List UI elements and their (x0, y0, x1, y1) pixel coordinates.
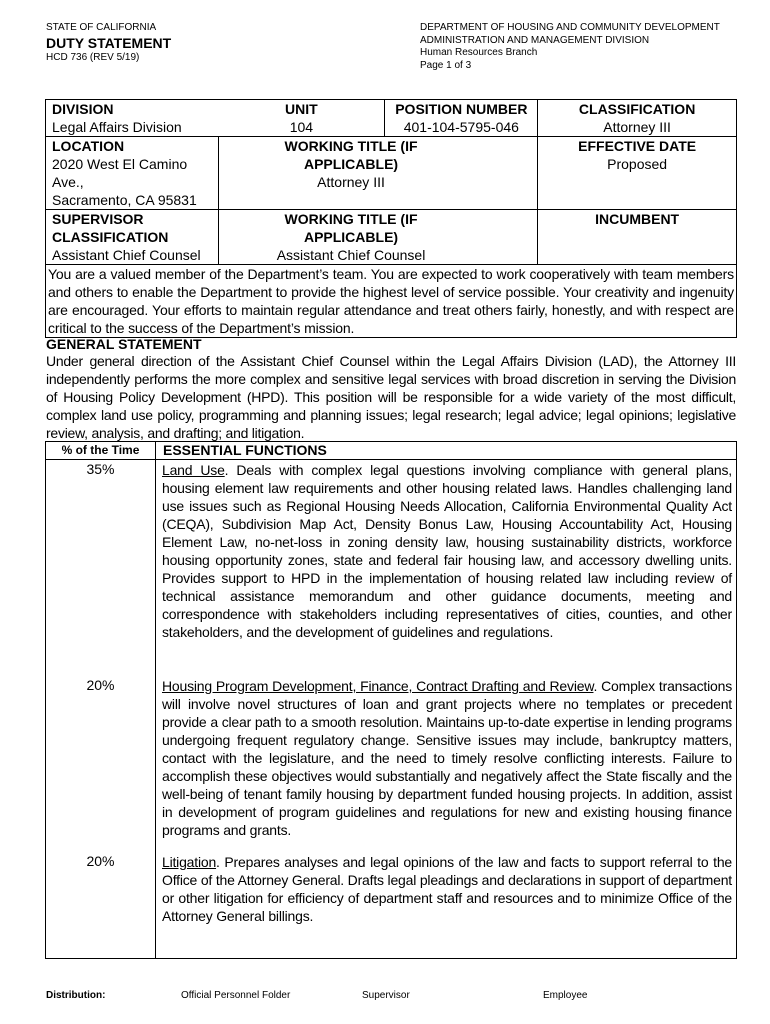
supervisor-working-title-cell (218, 210, 537, 265)
working-title-cell (218, 137, 537, 210)
valued-member-text: You are a valued member of the Department’s team. You are expected to work cooperatively with team members and others to enable the Department to provide the highest level of service possible. Your creativity and ingenuity are encouraged. Your efforts to maintain regular attendance and treat others fairly, honestly, and with respect are critical to the success of the Department’s mission. (46, 265, 737, 338)
info-row-supervisor (46, 210, 737, 265)
essential-functions-table (45, 441, 737, 959)
state-name: STATE OF CALIFORNIA (46, 22, 157, 33)
general-statement-body: Under general direction of the Assistant Chief Counsel within the Legal Affairs Division (LAD), the Attorney III independently performs the more complex and sensitive legal services with broad discretion in serving the Division of Housing Policy Development (HPD). This position will be responsible for a wide variety of the most difficult, complex land use policy, programming and planning issues; legal research; legal advice; legal opinions; legislative review, analysis, and drafting; and litigation. (46, 353, 736, 441)
location-line-2: Sacramento, CA 95831 (52, 192, 197, 208)
function-litigation (162, 853, 732, 925)
working-title-label-1: WORKING TITLE (IF (284, 138, 418, 154)
info-row-division (46, 100, 737, 137)
department-name: DEPARTMENT OF HOUSING AND COMMUNITY DEVELOPMENT (420, 22, 720, 33)
unit-label: UNIT (285, 101, 318, 117)
header-divider (46, 459, 736, 460)
function-title-land-use: Land Use (162, 462, 225, 478)
distribution-personnel-folder: Official Personnel Folder (181, 990, 291, 1001)
distribution-employee: Employee (543, 990, 588, 1001)
header-left (46, 22, 171, 64)
classification-label: CLASSIFICATION (578, 101, 696, 117)
form-number: HCD 736 (REV 5/19) (46, 52, 140, 63)
incumbent-cell (538, 210, 737, 265)
function-housing-program (162, 677, 732, 839)
distribution-label: Distribution: (46, 990, 106, 1001)
document-title: DUTY STATEMENT (46, 35, 172, 51)
effective-date-cell (538, 137, 737, 210)
unit-cell (218, 100, 385, 137)
function-pct-litigation: 20% (86, 853, 115, 869)
effective-date-value: Proposed (607, 156, 668, 172)
function-text-housing-program: . Complex transactions will involve novel structures of loan and grant projects where no templates or precedent provide a clear path to a smooth resolution. Maintains up-to-date expertise in lending programs undergoing frequent regulatory change. Sensitive issues may include, bankruptcy matters, contact with the legislature, and the need to timely resolve conflicting interests. Failure to accomplish these objectives would substantially and negatively affect the State fiscally and the well-being of tenant family housing by department funded housing projects. In addition, assist in development of program guidelines and regulations for new and existing housing finance programs and grants. (162, 678, 732, 838)
position-number-cell (385, 100, 538, 137)
pct-time-header: % of the Time (61, 443, 140, 457)
working-title-label-2: APPLICABLE) (303, 156, 399, 172)
working-title-value: Attorney III (317, 174, 385, 190)
division-cell (46, 100, 219, 137)
page-indicator: Page 1 of 3 (420, 59, 472, 71)
function-title-housing-program: Housing Program Development, Finance, Contract Drafting and Review (162, 678, 594, 694)
division-value: Legal Affairs Division (52, 119, 182, 135)
classification-value: Attorney III (603, 119, 671, 135)
function-pct-housing-program: 20% (86, 677, 115, 693)
function-text-land-use: . Deals with complex legal questions involving compliance with general plans, housing element law requirements and other housing related laws. Handles challenging land use issues such as Regional Housing Needs Allocation, California Environmental Quality Act (CEQA), Subdivision Map Act, Density Bonus Law, Housing Accountability Act, Housing Element Law, no-net-loss in zoning density law, housing sustainability districts, workforce housing opportunity zones, state and federal fair housing law, and accessory dwelling units. Provides support to HPD in the implementation of housing related law including review of technical assistance memorandum and other guidance documents, meeting and correspondence with stakeholders including representatives of cities, counties, and other stakeholders, and the development of guidelines and regulations. (162, 462, 732, 640)
column-divider (155, 442, 156, 958)
supervisor-cell (46, 210, 219, 265)
function-land-use (162, 461, 732, 641)
function-pct-land-use: 35% (86, 461, 115, 477)
general-statement-title: GENERAL STATEMENT (46, 336, 202, 352)
sup-working-title-value: Assistant Chief Counsel (276, 247, 426, 263)
classification-cell (538, 100, 737, 137)
header-right (420, 22, 720, 72)
function-text-litigation: . Prepares analyses and legal opinions of the law and facts to support referral to the Office of the Attorney General. Drafts legal pleadings and declarations in support of department or other litigation for efficiency of department staff and resources and to minimize Office of the Attorney General billings. (162, 854, 732, 924)
division-label: DIVISION (52, 101, 114, 117)
supervisor-value: Assistant Chief Counsel (52, 247, 201, 263)
branch-name: Human Resources Branch (420, 47, 538, 58)
info-row-location (46, 137, 737, 210)
sup-working-title-label-1: WORKING TITLE (IF (284, 211, 418, 227)
distribution-supervisor: Supervisor (362, 990, 410, 1001)
location-line-1: 2020 West El Camino Ave., (52, 156, 188, 190)
position-number-value: 401-104-5795-046 (403, 119, 519, 135)
sup-working-title-label-2: APPLICABLE) (303, 229, 399, 245)
position-number-label: POSITION NUMBER (395, 101, 528, 117)
effective-date-label: EFFECTIVE DATE (578, 138, 697, 154)
position-info-table (45, 99, 737, 338)
incumbent-label: INCUMBENT (595, 211, 680, 227)
info-row-valued-member (46, 265, 737, 338)
function-title-litigation: Litigation (162, 854, 217, 870)
location-label: LOCATION (52, 138, 125, 154)
unit-value: 104 (289, 119, 314, 135)
division-name: ADMINISTRATION AND MANAGEMENT DIVISION (420, 34, 650, 46)
supervisor-label-2: CLASSIFICATION (52, 229, 169, 245)
essential-functions-header: ESSENTIAL FUNCTIONS (163, 442, 327, 458)
location-cell (46, 137, 219, 210)
supervisor-label-1: SUPERVISOR (52, 211, 144, 227)
